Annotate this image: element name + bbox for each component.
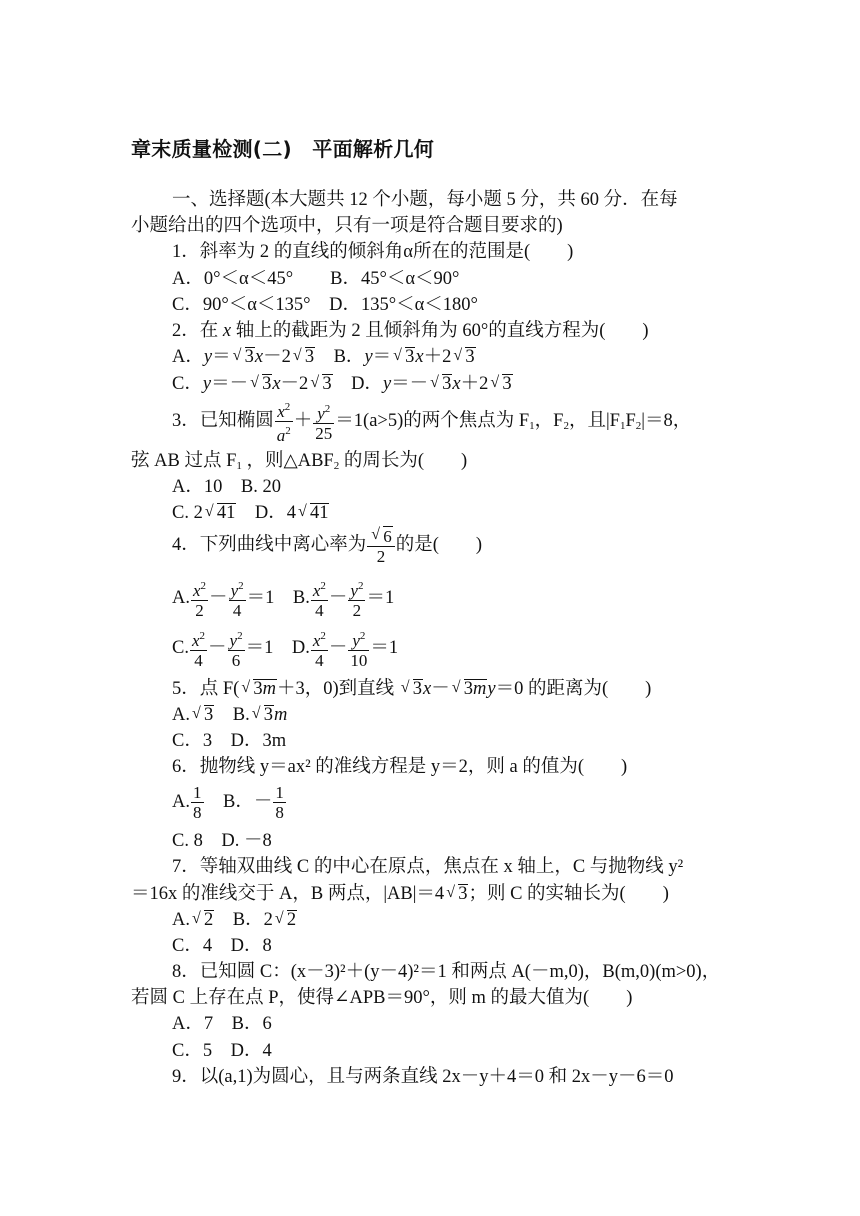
q9-stem-line1: 9．以(a,1)为圆心，且与两条直线 2x－y＋4＝0 和 2x－y－6＝0 [172, 1067, 674, 1087]
q3-stem: 3．已知椭圆 $\frac{x^2}{a^2}$ ＋ $\frac{y^2}{25}$ ＝1(a>5)的两个焦点为 $F_1$，$F_2$，且$|F_1F_2|=8$， [172, 398, 691, 448]
q1-options-ab: A．0°＜α＜45° B．45°＜α＜90° [172, 269, 460, 289]
q3-stem-line2: 弦 AB 过点 $F_1$ ，则$\triangle ABF_2$ 的周长为( ) [131, 451, 468, 472]
q4-options-cd: C. $\frac{x^2}{4}$ － $\frac{y^2}{6}$ ＝1 D. $\frac{x^2}{4}$ － $\frac{y^2}{10}$ ＝1 [172, 626, 398, 670]
section-heading-line2: 小题给出的四个选项中，只有一项是符合题目要求的) [131, 216, 563, 236]
q8-stem-line1: 8．已知圆 C：(x－3)²＋(y－4)²＝1 和两点 A(－m,0)，B(m,0)(m>0)， [172, 962, 721, 982]
page-title: 章末质量检测(二) 平面解析几何 [131, 137, 435, 161]
q8-options-ab: A．7 B．6 [172, 1014, 272, 1034]
q6-options-ab: A. $\frac{1}{8}$ B．－ $\frac{1}{8}$ [172, 783, 284, 823]
q3-options-cd: C. 2√ 41 D．4√ 41 [172, 501, 329, 525]
q6-options-cd: C. 8 D. －8 [172, 831, 272, 851]
q2-options-ab: A．y＝√ 3x－2√ 3 B．y＝√ 3x＋2√ 3 [172, 345, 476, 369]
q8-options-cd: C．5 D．4 [172, 1041, 272, 1061]
q6-stem: 6．抛物线 y＝ax² 的准线方程是 y＝2，则 a 的值为( ) [172, 757, 628, 777]
q4-stem: 4．下列曲线中离心率为 √ $\frac{6}{2}$ 的是( ) [172, 523, 482, 567]
q4-options-ab: A. $\frac{x^2}{2}$ － $\frac{y^2}{4}$ ＝1 B. $\frac{x^2}{4}$ － $\frac{y^2}{2}$ ＝1 [172, 576, 394, 620]
q7-stem-line2: ＝16x 的准线交于 A，B 两点，|AB|＝4√ 3；则 C 的实轴长为( ) [131, 882, 669, 906]
q2-options-cd: C．y＝－√ 3x－2√ 3 D．y＝－√ 3x＋2√ 3 [172, 372, 513, 396]
q2-stem: 2．在 x 轴上的截距为 2 且倾斜角为 60°的直线方程为( ) [172, 321, 649, 341]
section-heading-line1: 一、选择题(本大题共 12 个小题，每小题 5 分，共 60 分．在每 [172, 190, 678, 210]
q5-options-ab: A.√ 3 B.√ 3m [172, 703, 287, 727]
q7-options-cd: C．4 D．8 [172, 936, 272, 956]
q1-options-cd: C．90°＜α＜135° D．135°＜α＜180° [172, 295, 478, 315]
q7-stem-line1: 7．等轴双曲线 C 的中心在原点，焦点在 x 轴上，C 与抛物线 y² [172, 857, 684, 877]
q3-options-ab: A．10 B. 20 [172, 477, 281, 497]
q1-stem: 1．斜率为 2 的直线的倾斜角α所在的范围是( ) [172, 242, 574, 262]
q5-options-cd: C．3 D．3m [172, 731, 287, 751]
q7-options-ab: A.√ 2 B．2√ 2 [172, 908, 297, 932]
q5-stem: 5．点 F(√ 3m＋3，0)到直线 √ 3x－√ 3my＝0 的距离为( ) [172, 677, 651, 701]
q8-stem-line2: 若圆 C 上存在点 P，使得∠APB＝90°，则 m 的最大值为( ) [131, 988, 633, 1008]
